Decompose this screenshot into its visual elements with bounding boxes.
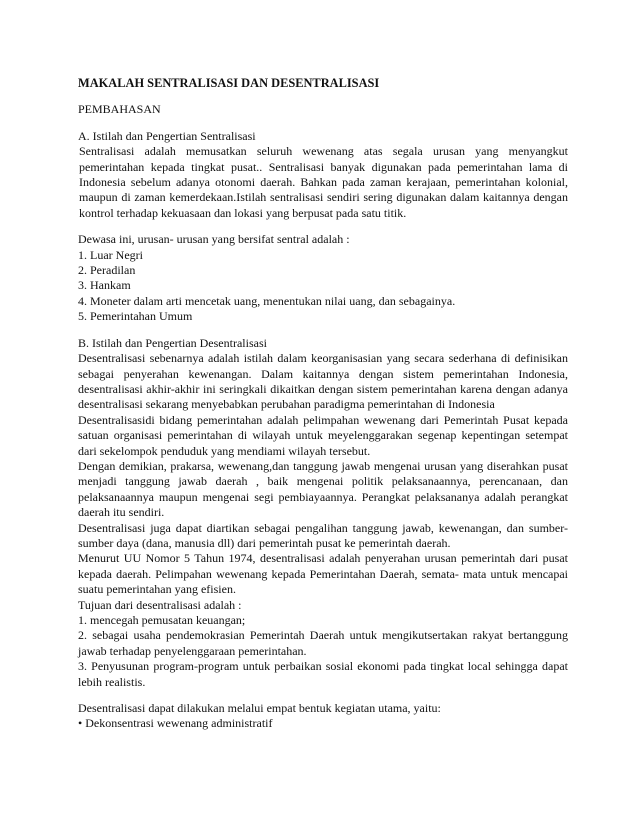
goal-item: 2. sebagai usaha pendemokrasian Pemerintah Daerah untuk mengikutsertakan rakyat bertanggung jawab terhadap penyelenggaraan pemerintahan.: [78, 628, 568, 658]
section-b-paragraph: Menurut UU Nomor 5 Tahun 1974, desentralisasi adalah penyerahan urusan pemerintah dari pusat kepada daerah. Pelimpahan wewenang kepada Pemerintahan Daerah, semata- mata untuk mencapai suatu pemerintahan yang efisien.: [78, 551, 568, 597]
goal-item: 3. Penyusunan program-program untuk perbaikan sosial ekonomi pada tingkat local sehingga dapat lebih realistis.: [78, 659, 568, 689]
section-a-body: Sentralisasi adalah memusatkan seluruh wewenang atas segala urusan yang menyangkut pemerintahan kepada tingkat pusat.. Sentralisasi banyak digunakan pada pemerintahan lama di Indonesia sebelum adanya otonomi daerah. Bahkan pada zaman kerajaan, pemerintahan kolonial, maupun di zaman kemerdekaan.Istilah sentralisasi sendiri sering digunakan dalam kaitannya dengan kontrol terhadap kekuasaan dan lokasi yang berpusat pada satu titik.: [79, 144, 568, 220]
section-a-title: A. Istilah dan Pengertian Sentralisasi: [78, 128, 256, 143]
list-item: 5. Pemerintahan Umum: [78, 309, 193, 324]
form-item: • Dekonsentrasi wewenang administratif: [78, 716, 273, 731]
goal-item: 1. mencegah pemusatan keuangan;: [78, 613, 246, 627]
list-item: 2. Peradilan: [78, 263, 136, 278]
section-b-paragraph: Desentralisasi juga dapat diartikan sebagai pengalihan tanggung jawab, kewenangan, dan sumber-sumber daya (dana, manusia dll) dari pemerintah pusat ke pemerintah daerah.: [78, 520, 568, 550]
section-heading: PEMBAHASAN: [78, 102, 161, 117]
section-b-paragraph: Desentralisasidi bidang pemerintahan adalah pelimpahan wewenang dari Pemerintah Pusat kepada satuan organisasi pemerintahan di wilayah untuk meyelenggarakan segenap kepentingan setempat dari sekelompok penduduk yang mendiami wilayah tersebut.: [78, 412, 568, 458]
list-item: 4. Moneter dalam arti mencetak uang, menentukan nilai uang, dan sebagainya.: [78, 293, 456, 308]
list-item: 3. Hankam: [78, 278, 131, 293]
section-a-list-intro: Dewasa ini, urusan- urusan yang bersifat sentral adalah :: [78, 232, 350, 247]
section-b-paragraph: Dengan demikian, prakarsa, wewenang,dan tanggung jawab mengenai urusan yang diserahkan pusat menjadi tanggung jawab daerah , baik mengenai politik pelaksanaannya, perencanaan, dan pelaksanaannya maupun mengenai segi pembiayaannya. Perangkat pelaksananya adalah perangkat daerah itu sendiri.: [78, 458, 568, 520]
list-item: 1. Luar Negri: [78, 247, 143, 262]
section-b-paragraph: Desentralisasi sebenarnya adalah istilah dalam keorganisasian yang secara sederhana di definisikan sebagai penyerahan kewenangan. Dalam kaitannya dengan sistem pemerintahan Indonesia, desentralisasi akhir-akhir ini seringkali dikaitkan dengan sistem pemerintahan karena dengan adanya desentralisasi sekarang menyebabkan perubahan paradigma pemerintahan di Indonesia: [78, 351, 568, 412]
goals-intro: Tujuan dari desentralisasi adalah :: [78, 597, 242, 612]
forms-intro: Desentralisasi dapat dilakukan melalui empat bentuk kegiatan utama, yaitu:: [78, 701, 441, 716]
section-b-title: B. Istilah dan Pengertian Desentralisasi: [78, 335, 267, 350]
document-title: MAKALAH SENTRALISASI DAN DESENTRALISASI: [78, 76, 380, 90]
